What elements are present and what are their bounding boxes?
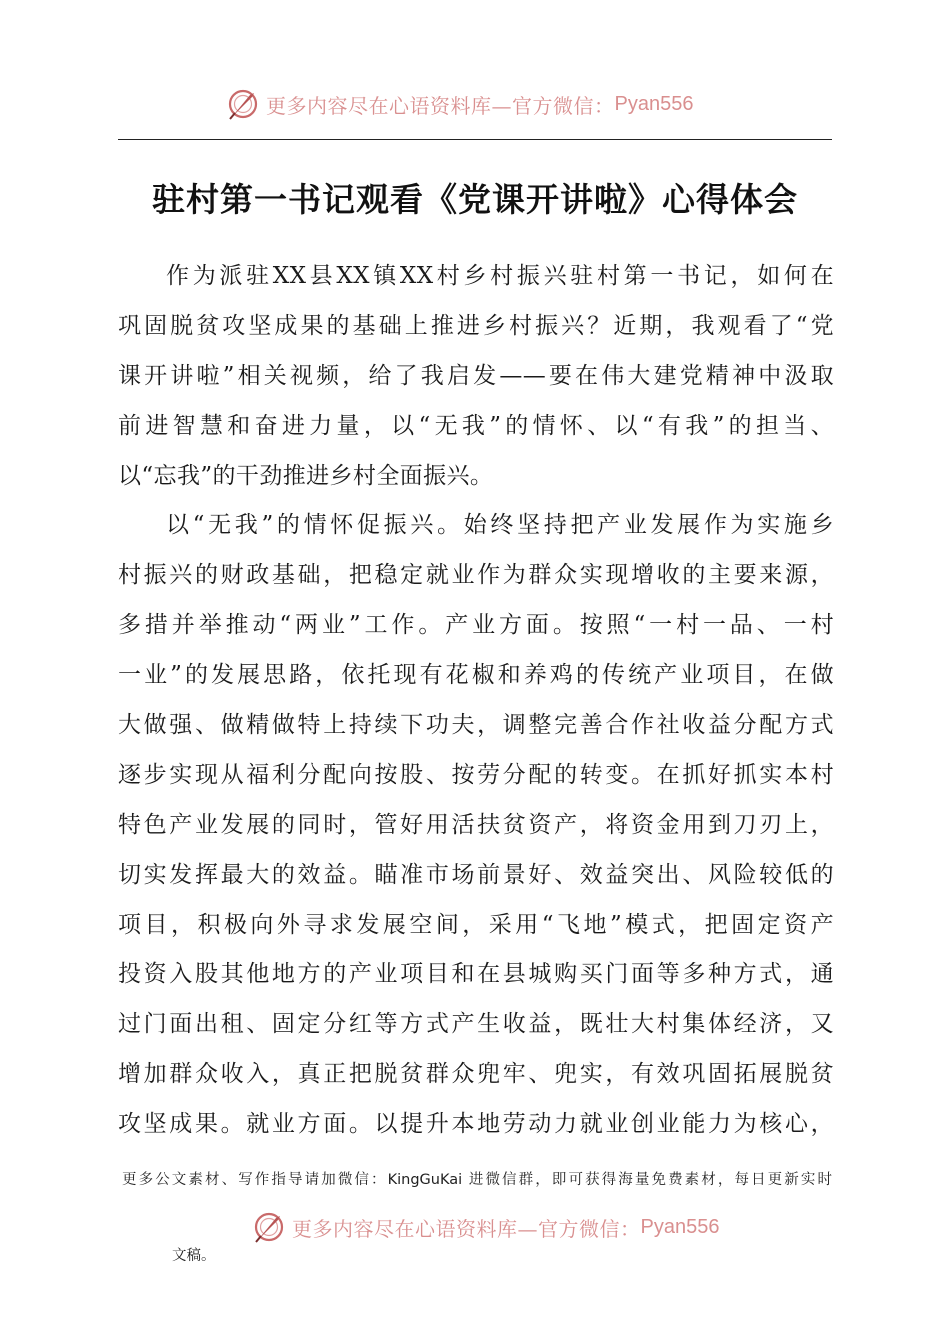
footer-note: 更多公文素材、写作指导请加微信：KingGuKai 进微信群，即可获得海量免费素材，每日更新实时 <box>122 1172 832 1188</box>
body-line: 投资入股其他地方的产业项目和在县城购买门面等多种方式，通 <box>118 961 834 988</box>
body-line: 大做强、做精做特上持续下功夫，调整完善合作社收益分配方式 <box>118 712 834 739</box>
body-line: 以“忘我”的干劲推进乡村全面振兴。 <box>118 462 494 489</box>
document-title: 驻村第一书记观看《党课开讲啦》心得体会 <box>152 180 798 219</box>
header-rule <box>118 139 832 140</box>
body-line: 增加群众收入，真正把脱贫群众兜牢、兜实，有效巩固拓展脱贫 <box>118 1061 834 1088</box>
document-body <box>118 252 834 1150</box>
watermark-text: 更多内容尽在心语资料库—官方微信： <box>292 1216 641 1241</box>
watermark-wechat-id: Pyan556 <box>640 1215 720 1238</box>
body-line: 项目，积极向外寻求发展空间，采用“飞地”模式，把固定资产 <box>118 911 834 938</box>
body-line: 特色产业发展的同时，管好用活扶贫资产，将资金用到刀刃上， <box>118 811 834 838</box>
watermark-text: 更多内容尽在心语资料库—官方微信： <box>266 93 615 118</box>
body-line: 多措并举推动“两业”工作。产业方面。按照“一村一品、一村 <box>118 612 834 639</box>
body-line: 攻坚成果。就业方面。以提升本地劳动力就业创业能力为核心， <box>118 1111 834 1138</box>
body-line: 课开讲啦”相关视频，给了我启发——要在伟大建党精神中汲取 <box>118 362 834 389</box>
header-watermark <box>226 84 693 124</box>
body-line: 村振兴的财政基础，把稳定就业作为群众实现增收的主要来源， <box>118 562 834 589</box>
body-line: 前进智慧和奋进力量，以“无我”的情怀、以“有我”的担当、 <box>118 412 834 439</box>
body-line: 过门面出租、固定分红等方式产生收益，既壮大村集体经济，又 <box>118 1011 834 1038</box>
body-line: 切实发挥最大的效益。瞄准市场前景好、效益突出、风险较低的 <box>118 861 834 888</box>
body-line: 逐步实现从福利分配向按股、按劳分配的转变。在抓好抓实本村 <box>118 761 834 788</box>
body-line: 一业”的发展思路，依托现有花椒和养鸡的传统产业项目，在做 <box>118 662 834 689</box>
body-line: 作为派驻XX县XX镇XX村乡村振兴驻村第一书记，如何在 <box>166 263 834 289</box>
quill-pen-logo-icon <box>252 1210 286 1244</box>
body-line: 以“无我”的情怀促振兴。始终坚持把产业发展作为实施乡 <box>166 512 834 539</box>
footer-note-continued: 文稿。 <box>172 1248 216 1264</box>
body-line: 巩固脱贫攻坚成果的基础上推进乡村振兴？近期，我观看了“党 <box>118 312 834 339</box>
quill-pen-logo-icon <box>226 87 260 121</box>
footer-watermark <box>252 1207 719 1247</box>
watermark-wechat-id: Pyan556 <box>614 92 694 115</box>
